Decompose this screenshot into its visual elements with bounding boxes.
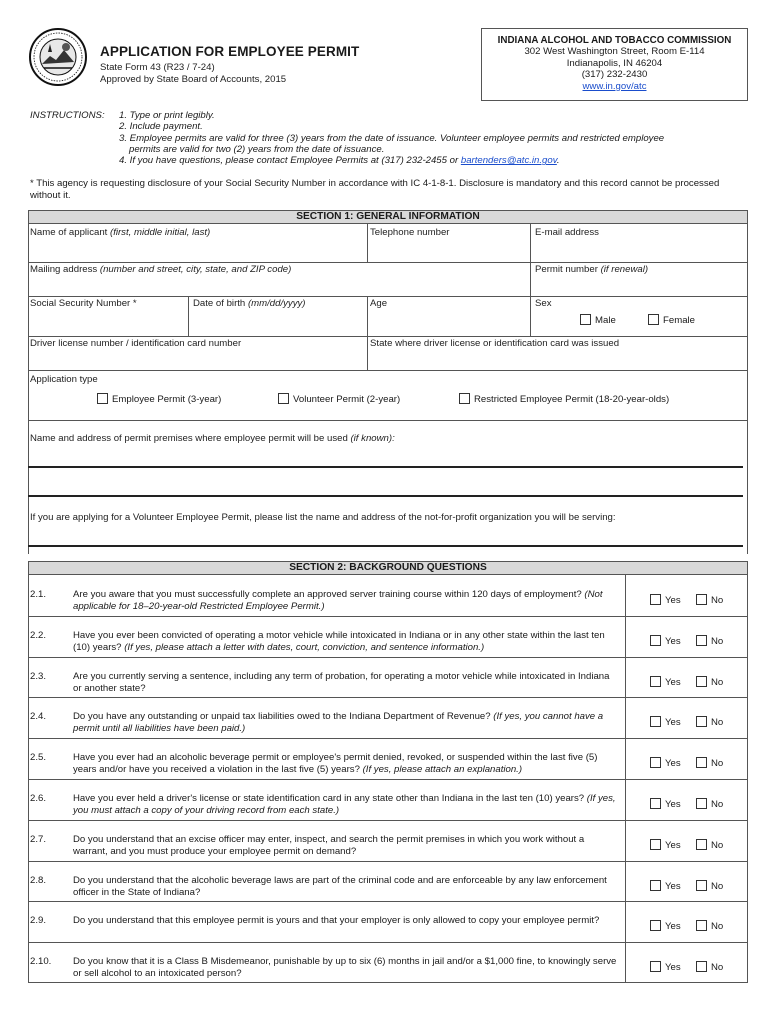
no-checkbox[interactable]: [696, 961, 707, 972]
no-label: No: [711, 758, 724, 769]
dob-label-text: Date of birth: [193, 298, 246, 309]
agency-phone: (317) 232-2430: [581, 69, 648, 81]
question-body: Are you aware that you must successfully complete an approved server training course within 120 days of employment?: [73, 589, 582, 600]
restricted-permit-checkbox[interactable]: [459, 393, 470, 404]
form-approval: Approved by State Board of Accounts, 2015: [100, 74, 287, 85]
question-number: 2.9.: [30, 915, 47, 926]
question-text: [73, 834, 618, 857]
question-body: Are you currently serving a sentence, including any term of probation, for operating a motor vehicle while intoxicated in Indiana or another state?: [73, 671, 610, 694]
ssn-disclosure: * This agency is requesting disclosure of your Social Security Number in accordance with IC 4-1-8-1. Disclosure is mandatory and this record cannot be processed without it.: [30, 178, 720, 201]
row-divider: [28, 901, 748, 902]
form-title: APPLICATION FOR EMPLOYEE PERMIT: [100, 44, 360, 59]
instruction-4: [119, 155, 739, 166]
section2-header: SECTION 2: BACKGROUND QUESTIONS: [28, 561, 748, 575]
male-label: Male: [595, 315, 616, 326]
row-divider: [28, 779, 748, 780]
no-checkbox[interactable]: [696, 880, 707, 891]
question-body: Have you ever been convicted of operating a motor vehicle while intoxicated in Indiana or in any other state within the last ten (10) years?: [73, 630, 605, 653]
row-divider: [28, 697, 748, 698]
question-body: Do you understand that an excise officer may enter, inspect, and search the permit premises in which you work without a warrant, and you must produce your employee permit on demand?: [73, 834, 585, 857]
yes-checkbox[interactable]: [650, 635, 661, 646]
row-divider: [28, 657, 748, 658]
question-note: (Not applicable for 18–20-year-old Restricted Employee Permit.): [73, 589, 603, 612]
no-label: No: [711, 921, 724, 932]
question-number: 2.10.: [30, 956, 52, 967]
yes-checkbox[interactable]: [650, 716, 661, 727]
question-number: 2.8.: [30, 875, 47, 886]
license-state-label: State where driver license or identification card was issued: [370, 338, 620, 349]
no-label: No: [711, 881, 724, 892]
no-label: No: [711, 717, 724, 728]
yes-label: Yes: [665, 962, 681, 973]
divider: [28, 296, 748, 297]
question-text: [73, 793, 618, 816]
question-body: Do you know that it is a Class B Misdemeanor, punishable by up to six (6) months in jail and/or a $1,000 fine, to knowingly serve or sell alcohol to an intoxicated person?: [73, 956, 617, 979]
question-text: [73, 671, 618, 694]
divider: [28, 420, 748, 421]
agency-city: Indianapolis, IN 46204: [566, 57, 663, 69]
employee-permit-label: Employee Permit (3-year): [112, 394, 222, 405]
no-label: No: [711, 962, 724, 973]
mailing-address-hint: (number and street, city, state, and ZIP code): [99, 264, 292, 275]
divider: [530, 224, 531, 262]
divider: [28, 336, 748, 337]
yes-label: Yes: [665, 881, 681, 892]
row-divider: [28, 942, 748, 943]
yes-checkbox[interactable]: [650, 594, 661, 605]
question-note: (If yes, you must attach a copy of your driving record from each state.): [73, 793, 616, 816]
yes-label: Yes: [665, 921, 681, 932]
yes-checkbox[interactable]: [650, 798, 661, 809]
applicant-name-label: [30, 227, 210, 238]
question-note: (If yes, please attach an explanation.): [362, 763, 523, 775]
no-checkbox[interactable]: [696, 920, 707, 931]
question-text: [73, 956, 618, 979]
female-label: Female: [663, 315, 695, 326]
volunteer-permit-checkbox[interactable]: [278, 393, 289, 404]
male-checkbox[interactable]: [580, 314, 591, 325]
question-body: Do you have any outstanding or unpaid tax liabilities owed to the Indiana Department of Revenue?: [73, 711, 491, 722]
question-number: 2.3.: [30, 671, 47, 682]
question-number: 2.7.: [30, 834, 47, 845]
restricted-permit-label: Restricted Employee Permit (18-20-year-olds): [474, 394, 670, 405]
row-divider: [28, 820, 748, 821]
premises-label-text: Name and address of permit premises where employee permit will be used: [30, 433, 348, 444]
premises-line-1[interactable]: [28, 466, 743, 468]
question-body: Have you ever held a driver's license or state identification card in any state other than Indiana in the last ten (10) years?: [73, 793, 585, 804]
premises-hint: (if known):: [350, 433, 395, 444]
no-checkbox[interactable]: [696, 676, 707, 687]
row-divider: [28, 738, 748, 739]
question-number: 2.6.: [30, 793, 47, 804]
question-body: Do you understand that the alcoholic beverage laws are part of the criminal code and are enforceable by any law enforcement officer in the State of Indiana?: [73, 875, 607, 898]
instructions-label: INSTRUCTIONS:: [30, 110, 105, 121]
mailing-address-label: [30, 264, 291, 275]
ssn-label: Social Security Number *: [30, 298, 137, 309]
agency-name: INDIANA ALCOHOL AND TOBACCO COMMISSION: [497, 35, 732, 46]
permit-number-label: [535, 264, 648, 275]
applicant-name-label-text: Name of applicant: [30, 227, 108, 238]
no-checkbox[interactable]: [696, 635, 707, 646]
age-label: Age: [370, 298, 388, 309]
mailing-address-label-text: Mailing address: [30, 264, 98, 275]
no-label: No: [711, 636, 724, 647]
question-note: (If yes, please attach a letter with dates, court, conviction, and sentence information.): [124, 641, 485, 653]
yes-label: Yes: [665, 840, 681, 851]
driver-license-label: Driver license number / identification card number: [30, 338, 242, 349]
yes-label: Yes: [665, 717, 681, 728]
divider: [367, 224, 368, 262]
no-label: No: [711, 840, 724, 851]
state-seal-logo: [28, 26, 88, 88]
question-text: [73, 875, 618, 898]
yes-checkbox[interactable]: [650, 757, 661, 768]
row-divider: [28, 861, 748, 862]
volunteer-org-line[interactable]: [28, 545, 743, 547]
agency-info-box: [481, 28, 748, 101]
question-text: [73, 589, 618, 612]
yes-checkbox[interactable]: [650, 880, 661, 891]
divider: [367, 296, 368, 336]
agency-street: 302 West Washington Street, Room E-114: [524, 46, 705, 58]
yes-checkbox[interactable]: [650, 839, 661, 850]
row-divider: [28, 616, 748, 617]
divider: [28, 370, 748, 371]
divider: [188, 296, 189, 336]
instruction-1: 1. Type or print legibly.: [119, 110, 215, 121]
question-number: 2.2.: [30, 630, 47, 641]
yes-checkbox[interactable]: [650, 676, 661, 687]
no-checkbox[interactable]: [696, 594, 707, 605]
question-number: 2.1.: [30, 589, 47, 600]
dob-hint: (mm/dd/yyyy): [247, 298, 306, 309]
no-label: No: [711, 595, 724, 606]
no-checkbox[interactable]: [696, 757, 707, 768]
female-checkbox[interactable]: [648, 314, 659, 325]
divider: [530, 296, 531, 336]
dob-label: [193, 298, 306, 309]
yes-label: Yes: [665, 636, 681, 647]
bartenders-email-link[interactable]: bartenders@atc.in.gov: [460, 155, 557, 167]
premises-line-2[interactable]: [28, 495, 743, 497]
section1-header: SECTION 1: GENERAL INFORMATION: [28, 210, 748, 224]
divider: [367, 336, 368, 370]
instruction-2: 2. Include payment.: [119, 121, 203, 133]
no-label: No: [711, 799, 724, 810]
permit-number-hint: (if renewal): [600, 264, 649, 275]
instructions-list: [119, 110, 739, 166]
sex-label: Sex: [535, 298, 552, 309]
question-text: [73, 915, 618, 927]
yes-checkbox[interactable]: [650, 920, 661, 931]
yes-checkbox[interactable]: [650, 961, 661, 972]
employee-permit-checkbox[interactable]: [97, 393, 108, 404]
no-checkbox[interactable]: [696, 798, 707, 809]
question-number: 2.5.: [30, 752, 47, 763]
instruction-4-end: .: [556, 155, 560, 167]
yes-label: Yes: [665, 677, 681, 688]
permit-number-label-text: Permit number: [535, 264, 598, 275]
yes-label: Yes: [665, 595, 681, 606]
question-note: (If yes, you cannot have a permit until all liabilities have been paid.): [73, 711, 604, 734]
yes-label: Yes: [665, 799, 681, 810]
no-checkbox[interactable]: [696, 839, 707, 850]
question-text: [73, 711, 618, 734]
instruction-3: 3. Employee permits are valid for three (3) years from the date of issuance. Volunteer employee permits and restricted employee: [119, 132, 665, 144]
volunteer-org-label: If you are applying for a Volunteer Employee Permit, please list the name and address of the not-for-profit organization you will be serving:: [30, 512, 616, 523]
question-number: 2.4.: [30, 711, 47, 722]
form-number: State Form 43 (R23 / 7-24): [100, 62, 215, 73]
question-body: Have you ever had an alcoholic beverage permit or employee's permit denied, revoked, or suspended within the last five (5) years and/or have you received a violation in the last five (5) years?: [73, 752, 598, 775]
volunteer-permit-label: Volunteer Permit (2-year): [293, 394, 401, 405]
application-type-label: Application type: [30, 374, 98, 385]
instruction-3-cont: permits are valid for two (2) years from the date of issuance.: [129, 143, 385, 155]
telephone-label: Telephone number: [370, 227, 450, 238]
email-label: E-mail address: [535, 227, 599, 238]
applicant-name-hint: (first, middle initial, last): [110, 227, 211, 238]
yes-label: Yes: [665, 758, 681, 769]
question-text: [73, 630, 618, 653]
no-checkbox[interactable]: [696, 716, 707, 727]
no-label: No: [711, 677, 724, 688]
question-body: Do you understand that this employee permit is yours and that your employer is only allowed to copy your employee permit?: [73, 915, 600, 926]
premises-label: [30, 433, 395, 444]
divider: [28, 262, 748, 263]
divider: [530, 262, 531, 296]
question-text: [73, 752, 618, 775]
agency-website-link[interactable]: www.in.gov/atc: [582, 80, 647, 92]
instruction-4-text: 4. If you have questions, please contact Employee Permits at (317) 232-2455 or: [119, 155, 459, 167]
